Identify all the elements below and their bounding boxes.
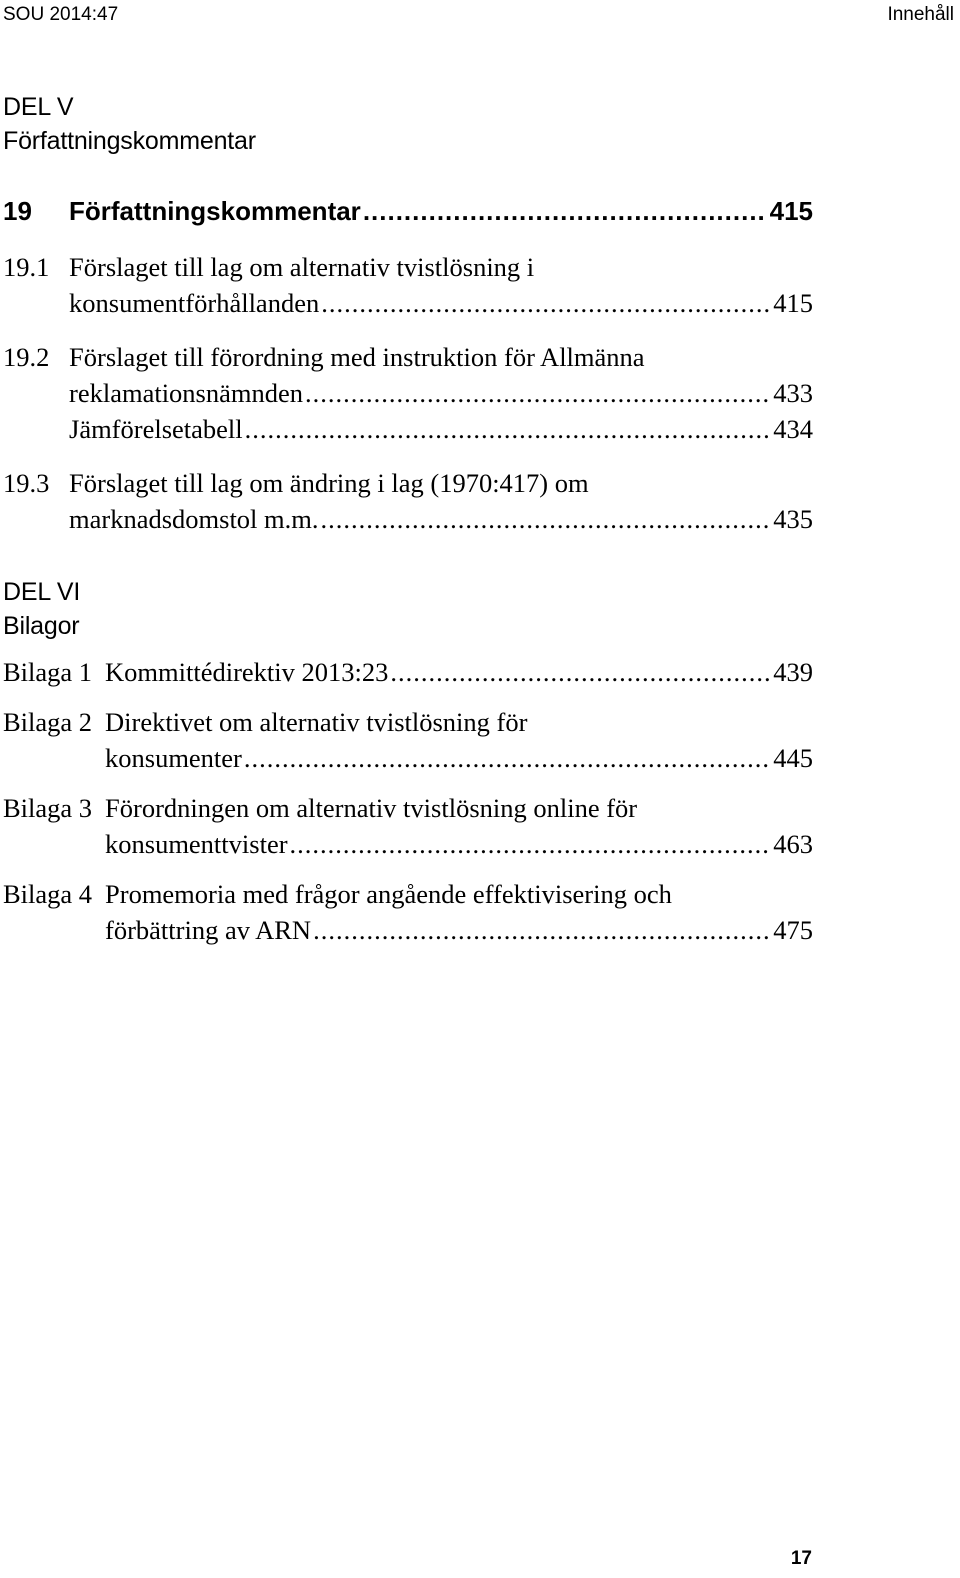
toc-appendix-title-cont: förbättring av ARN	[105, 915, 312, 945]
toc-entry-title-cont: konsumentförhållanden	[69, 288, 320, 318]
toc-entry-19-1-line1[interactable]	[3, 252, 534, 283]
toc-chapter-title: Författningskommentar	[69, 196, 361, 226]
toc-appendix-2-line1[interactable]	[3, 707, 527, 738]
dot-leader	[321, 504, 770, 535]
toc-appendix-number: Bilaga 2	[3, 707, 93, 737]
toc-page-number: 415	[773, 288, 813, 318]
toc-entry-title-cont: reklamationsnämnden	[69, 378, 304, 408]
toc-appendix-4-line1[interactable]	[3, 879, 672, 910]
toc-entry-title: Förslaget till förordning med instruktion för Allmänna	[69, 342, 645, 372]
toc-appendix-1[interactable]	[3, 657, 813, 688]
toc-entry-comparison-table[interactable]	[69, 414, 813, 445]
toc-appendix-title: Kommittédirektiv 2013:23	[105, 657, 389, 687]
toc-appendix-2-line2[interactable]	[105, 743, 813, 774]
toc-entry-title: Förslaget till lag om ändring i lag (1970:417) om	[69, 468, 589, 498]
toc-entry-title: Jämförelsetabell	[69, 414, 243, 444]
toc-appendix-title-cont: konsumenttvister	[105, 829, 288, 859]
dot-leader	[305, 378, 769, 409]
dot-leader	[363, 196, 766, 227]
toc-appendix-title: Direktivet om alternativ tvistlösning för	[105, 707, 528, 737]
toc-page-number: 439	[773, 657, 813, 687]
page-number: 17	[790, 1548, 812, 1569]
running-header-section: Innehåll	[887, 4, 954, 25]
toc-page-number: 433	[773, 378, 813, 408]
dot-leader	[290, 829, 770, 860]
toc-appendix-title: Promemoria med frågor angående effektivisering och	[105, 879, 672, 909]
toc-appendix-title: Förordningen om alternativ tvistlösning online för	[105, 793, 638, 823]
toc-page-number: 415	[769, 196, 813, 226]
dot-leader	[321, 288, 769, 319]
dot-leader	[313, 915, 769, 946]
part-5-label: DEL V	[3, 93, 74, 121]
toc-entry-title: Förslaget till lag om alternativ tvistlösning i	[69, 252, 535, 282]
toc-entry-number: 19.3	[3, 468, 50, 498]
toc-appendix-number: Bilaga 1	[3, 657, 93, 687]
toc-page-number: 434	[773, 414, 813, 444]
part-5-heading	[3, 90, 256, 158]
toc-appendix-3-line2[interactable]	[105, 829, 813, 860]
toc-appendix-number: Bilaga 4	[3, 879, 93, 909]
part-6-label: DEL VI	[3, 578, 81, 606]
toc-page-number: 463	[773, 829, 813, 859]
dot-leader	[390, 657, 769, 688]
dot-leader	[245, 414, 770, 445]
toc-page-number: 445	[773, 743, 813, 773]
toc-appendix-title-cont: konsumenter	[105, 743, 242, 773]
toc-chapter-number: 19	[3, 196, 32, 226]
part-5-title: Författningskommentar	[3, 127, 256, 155]
toc-page-number: 435	[773, 504, 813, 534]
toc-entry-19-3-line2[interactable]	[69, 504, 813, 535]
toc-entry-19-3-line1[interactable]	[3, 468, 589, 499]
part-6-title: Bilagor	[3, 612, 80, 640]
toc-entry-19-1-line2[interactable]	[69, 288, 813, 319]
toc-appendix-3-line1[interactable]	[3, 793, 637, 824]
toc-appendix-number: Bilaga 3	[3, 793, 93, 823]
toc-chapter-19[interactable]	[3, 196, 813, 227]
toc-entry-19-2-line1[interactable]	[3, 342, 645, 373]
part-6-heading	[3, 575, 80, 643]
toc-entry-19-2-line2[interactable]	[69, 378, 813, 409]
toc-entry-title-cont: marknadsdomstol m.m.	[69, 504, 319, 534]
toc-entry-number: 19.2	[3, 342, 50, 372]
toc-entry-number: 19.1	[3, 252, 50, 282]
running-header-report-id: SOU 2014:47	[3, 4, 119, 25]
toc-appendix-4-line2[interactable]	[105, 915, 813, 946]
toc-page-number: 475	[773, 915, 813, 945]
dot-leader	[244, 743, 769, 774]
